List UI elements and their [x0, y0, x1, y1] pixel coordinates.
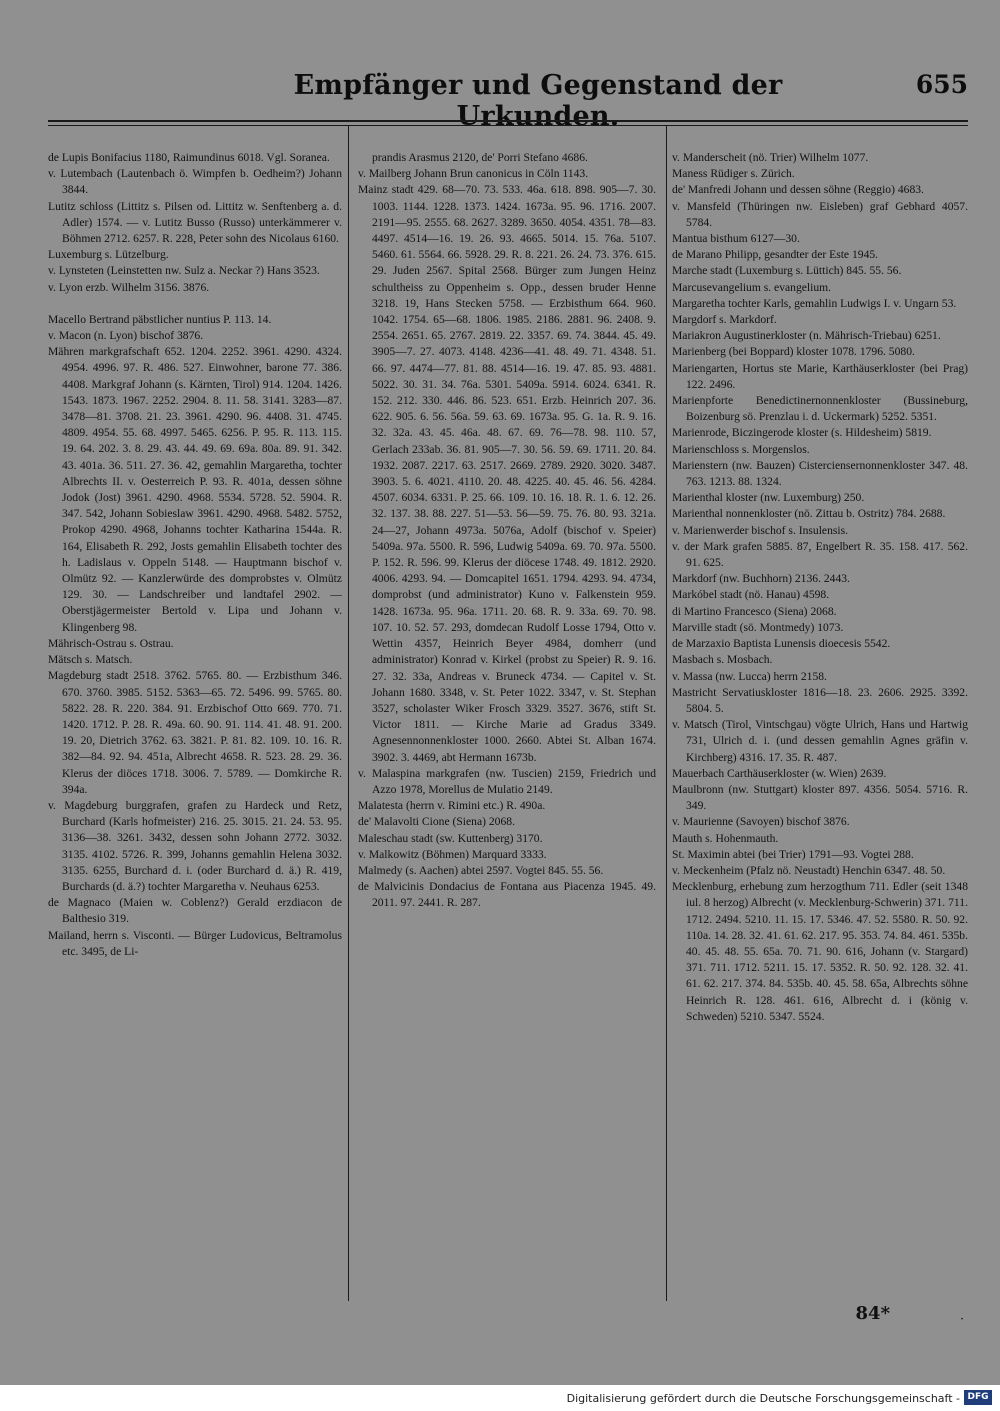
index-entry: Masbach s. Mosbach.	[672, 653, 773, 667]
index-entry: Marienstern (nw. Bauzen) Cisterciensernonnenkloster 347. 48. 763. 1213. 88. 1324.	[672, 458, 968, 489]
index-entry: v. Maurienne (Savoyen) bischof 3876.	[672, 815, 850, 829]
footer-bar	[0, 1385, 1000, 1411]
page-header	[48, 70, 968, 132]
index-entry: Markdorf (nw. Buchhorn) 2136. 2443.	[672, 572, 850, 586]
index-entry: v. Magdeburg burggrafen, grafen zu Hardeck und Retz, Burchard (Karls hofmeister) 216. 25. 3015. 21. 24. 53. 95. 3136—38. 3261. 3432, dessen sohn Johann 2772. 3032. 3135. 4102. 5726. R. 399, Johanns gemahlin Helena 3032. 3135. 6255, Burchard d. i. (oder Burchard d. ä.) R. 419, Burchards (d. ä.?) tochter Margaretha v. Neuhaus 6253.	[48, 798, 342, 893]
index-entry: Marienberg (bei Boppard) kloster 1078. 1796. 5080.	[672, 345, 915, 359]
index-entry: Lutitz schloss (Littitz s. Pilsen od. Littitz w. Senftenberg a. d. Adler) 1574. — v. Lutitz Busso (Russo) unterkämmerer v. Böhmen 2712. 6257. R. 228, Peter sohn des Nicolaus 6160.	[48, 199, 342, 246]
section-gap	[48, 296, 342, 312]
index-entry: Mariengarten, Hortus ste Marie, Karthäuserkloster (bei Prag) 122. 2496.	[672, 361, 968, 391]
index-entry: Mauerbach Carthäuserkloster (w. Wien) 2639.	[672, 766, 887, 780]
index-entry: v. der Mark grafen 5885. 87, Engelbert R. 35. 158. 417. 562. 91. 625.	[672, 539, 968, 570]
index-entry: Luxemburg s. Lützelburg.	[48, 248, 169, 262]
index-entry: de Marano Philipp, gesandter der Este 1945.	[672, 248, 879, 262]
index-entry: Margdorf s. Markdorf.	[672, 313, 777, 327]
index-entry: v. Lynsteten (Leinstetten nw. Sulz a. Neckar ?) Hans 3523.	[48, 264, 320, 278]
index-entry: St. Maximin abtei (bei Trier) 1791—93. Vogtei 288.	[672, 847, 914, 861]
index-entry: Mainz stadt 429. 68—70. 73. 533. 46a. 618. 898. 905—7. 30. 1003. 1144. 1228. 1373. 1424. 1673a. 95. 96. 1716. 2007. 2191—95. 2555. 68. 2627. 3289. 3650. 4054. 4351. 78—83. 4497. 4514—16. 19. 26. 93. 4665. 5014. 15. 76a. 5107. 5460. 61. 5564. 66. 5928. 29. R. 8. 221. 26. 24. 73. 376. 615. 29. Juden 2567. Spital 2568. Bürger zum Jungen Heinz schultheiss zu Oppenheim s. Opp., dessen bruder Henne 3218. 19, Hans Stecken 5758. — Erzbisthum 664. 960. 1042. 1754. 65—68. 1806. 1985. 2186. 2881. 96. 2408. 9. 2554. 2651. 65. 2767. 2819. 22. 3357. 69. 74. 3844. 45. 49. 3905—7. 27. 4073. 4148. 4236—41. 48. 49. 71. 4348. 51. 66. 97. 4474—77. 81. 88. 4514—16. 19. 47. 85. 93. 4881. 5022. 30. 31. 34. 76a. 5301. 5409a. 5914. 6024. 6341. R. 152. 212. 330. 446. 86. 523. 651. Erzb. Heinrich 207. 36. 622. 905. 6. 56. 56a. 59. 63. 69. 1673a. 95. G. 1a. R. 9. 16. 32. 32a. 43. 45. 46a. 48. 67. 69. 76—78. 98. 110. 57, Gerlach 233ab. 36. 81. 905—7. 30. 56. 59. 69. 1711. 20. 84. 1932. 2087. 2217. 63. 2517. 2669. 2789. 2920. 3020. 3487. 3903. 5. 6. 4021. 4110. 20. 48. 4225. 40. 45. 46. 56. 4284. 4507. 6034. 6331. P. 25. 66. 109. 10. 16. 18. R. 1. 6. 12. 26. 32. 137. 38. 88. 227. 51—53. 56—59. 75. 76. 80. 93. 321a. 24—27, Johann 4973a. 5076a, Adolf (bischof v. Speier) 5409a. 97a. 5500. R. 596, Ludwig 5409a. 69. 70. 97a. 5500. P. 152. R. 596. 99. Klerus der diöcese 1748. 49. 1812. 2920. 4006. 4293. 94. — Domcapitel 1651. 1794. 4293. 94. 4734, domprobst (und administrator) Kuno v. Falkenstein 959. 1428. 1673a. 95. 96a. 1711. 20. 68. R. 9. 33a. 69. 70. 98. 107. 10. 52. 57. 293, domdecan Rudolf Losse 1794, Otto v. Wettin 4357, Heinrich Beyer 4984, domherr (und administrator) Konrad v. Kirkel (probst zu Speier) R. 9. 16. 27. 32. 33a, Andreas v. Bruneck 4734. — Capitel v. St. Johann 1680. 3348, v. St. Peter 1022. 3347, v. St. Stephan 3527, scholaster Wiker Frosch 3329. 3527. 3676, stift St. Victor 1811. — Kirche Marie ad Gradus 3349. Agnesennonnenkloster 1000. 2660. Abtei St. Alban 1674. 3902. 3. 4469, abt Hermann 1673b.	[358, 183, 656, 764]
index-entry: v. Marienwerder bischof s. Insulensis.	[672, 523, 849, 537]
index-entry: Mährisch-Ostrau s. Ostrau.	[48, 636, 174, 650]
index-entry: de Malvicinis Dondacius de Fontana aus Piacenza 1945. 49. 2011. 97. 2441. R. 287.	[358, 880, 656, 910]
index-entry: Malatesta (herrn v. Rimini etc.) R. 490a.	[358, 799, 546, 813]
index-entry: Macello Bertrand päbstlicher nuntius P. 113. 14.	[48, 312, 272, 326]
index-entry: Marville stadt (sö. Montmedy) 1073.	[672, 620, 844, 634]
index-entry: de Lupis Bonifacius 1180, Raimundinus 6018. Vgl. Soranea.	[48, 151, 330, 164]
index-entry: Magdeburg stadt 2518. 3762. 5765. 80. — Erzbisthum 346. 670. 3760. 3985. 5152. 5363—65. 72. 5496. 99. 5765. 80. 5822. 28. R. 220. 384. 91. Erzbischof Otto 669. 770. 71. 1420. 1712. P. 28. R. 49a. 60. 90. 91. 114. 41. 48. 91. 200. 19. 20, Dietrich 3762. 63. 3821. P. 81. 82. 109. 10. 16. R. 382—84. 92. 94. 451a, Albrecht 4658. R. 523. 28. 29. 36. Klerus der diöces 1718. 3006. 7. 5789. — Domkirche R. 394a.	[48, 669, 342, 796]
index-column-1	[48, 150, 342, 960]
index-entry: de' Malavolti Cione (Siena) 2068.	[358, 815, 515, 829]
index-entry: v. Manderscheit (nö. Trier) Wilhelm 1077.	[672, 151, 869, 164]
index-entry: v. Malaspina markgrafen (nw. Tuscien) 2159, Friedrich und Azzo 1978, Morellus de Mulatio 2149.	[358, 766, 656, 796]
index-entry: Marienthal kloster (nw. Luxemburg) 250.	[672, 491, 865, 505]
index-entry: v. Lyon erzb. Wilhelm 3156. 3876.	[48, 280, 210, 294]
index-column-3	[672, 150, 968, 1025]
index-entry: Marienpforte Benedictinernonnenkloster (Bussineburg, Boizenburg sö. Prenzlau i. d. Uckermark) 5252. 5351.	[672, 394, 968, 424]
index-entry: Marcusevangelium s. evangelium.	[672, 280, 832, 294]
index-entry: Marienschloss s. Morgenslos.	[672, 442, 810, 456]
index-entry: v. Mansfeld (Thüringen nw. Eisleben) graf Gebhard 4057. 5784.	[672, 199, 968, 229]
index-entry: Mastricht Servatiuskloster 1816—18. 23. 2606. 2925. 3392. 5804. 5.	[672, 685, 968, 715]
index-entry: v. Matsch (Tirol, Vintschgau) vögte Ulrich, Hans und Hartwig 731, Ulrich d. i. (und dessen gemahlin Agnes gräfin v. Kirchberg) 4316. 17. 35. R. 487.	[672, 718, 968, 764]
page-dot: ·	[960, 1312, 964, 1326]
page-title: Empfänger und Gegenstand der Urkunden.	[293, 70, 783, 132]
index-entry: Mariakron Augustinerkloster (n. Mährisch-Triebau) 6251.	[672, 329, 941, 343]
index-entry: Markóbel stadt (nö. Hanau) 4598.	[672, 588, 830, 602]
header-rule	[48, 120, 968, 122]
index-entry: de Magnaco (Maien w. Coblenz?) Gerald erzdiacon de Balthesio 319.	[48, 896, 342, 926]
dfg-logo: DFG	[964, 1390, 992, 1405]
index-entry: Mauth s. Hohenmauth.	[672, 831, 779, 845]
index-entry: Mähren markgrafschaft 652. 1204. 2252. 3961. 4290. 4324. 4954. 4996. 97. R. 486. 527. Einwohner, barone 77. 386. 4408. Markgraf Johann (s. Kärnten, Tirol) 914. 1204. 1426. 1543. 1873. 1967. 2252. 2904. 8. 11. 58. 3141. 3283—87. 3478—81. 3708. 21. 23. 3961. 4290. 96. 4408. 31. 4745. 4809. 4954. 55. 68. 4997. 5465. 6256. P. 95. R. 113. 115. 19. 64. 202. 3. 8. 29. 43. 44. 49. 69. 69a. 80a. 89. 91. 342. 43. 401a. 36. 511. 27. 36. 42, gemahlin Margaretha, tochter Albrechts II. v. Oesterreich P. 93. R. 401a, dessen söhne Jodok (Jost) 3961. 4290. 4968. 5534. 5728. 52. 5904. R. 347. 542, Johann Sobieslaw 3961. 4290. 4968. 5482. 5752, Prokop 4290. 4968, Johanns tochter Katharina 1544a. R. 164, Elisabeth R. 292, Josts gemahlin Elisabeth tochter des h. Ladislaus v. Oppeln 5148. — Hauptmann bischof v. Olmütz 92. — Kanzlerwürde des domprobstes v. Olmütz 129. 30. — Landschreiber und landtafel 2902. — Oberstjägermeister Bertold v. Lipa und Johann v. Klingenberg 98.	[48, 345, 342, 634]
index-entry: Mätsch s. Matsch.	[48, 653, 133, 667]
index-entry: Margaretha tochter Karls, gemahlin Ludwigs I. v. Ungarn 53.	[672, 296, 957, 310]
index-entry: v. Lutembach (Lautenbach ö. Wimpfen b. Oedheim?) Johann 3844.	[48, 167, 342, 197]
index-entry: v. Mailberg Johann Brun canonicus in Cöln 1143.	[358, 167, 589, 181]
column-divider	[348, 126, 349, 1301]
signature-mark: 84*	[855, 1303, 890, 1324]
index-entry: Marienthal nonnenkloster (nö. Zittau b. Ostritz) 784. 2688.	[672, 507, 946, 521]
index-entry: v. Malkowitz (Böhmen) Marquard 3333.	[358, 847, 547, 861]
page-number: 655	[915, 70, 968, 99]
index-entry: Maness Rüdiger s. Zürich.	[672, 167, 795, 181]
header-rule-thin	[48, 125, 968, 126]
index-entry: de Marzaxio Baptista Lunensis dioecesis 5542.	[672, 637, 891, 651]
index-entry: Maulbronn (nw. Stuttgart) kloster 897. 4356. 5054. 5716. R. 349.	[672, 782, 968, 813]
index-entry: v. Macon (n. Lyon) bischof 3876.	[48, 329, 204, 343]
index-entry: Mantua bisthum 6127—30.	[672, 232, 800, 246]
index-entry: Marche stadt (Luxemburg s. Lüttich) 845. 55. 56.	[672, 264, 902, 278]
index-entry: v. Meckenheim (Pfalz nö. Neustadt) Henchin 6347. 48. 50.	[672, 863, 946, 877]
column-divider	[666, 126, 667, 1301]
index-entry: Mailand, herrn s. Visconti. — Bürger Ludovicus, Beltramolus etc. 3495, de Li-	[48, 928, 342, 958]
footer-credit: Digitalisierung gefördert durch die Deutsche Forschungsgemeinschaft -	[566, 1392, 960, 1405]
index-entry: prandis Arasmus 2120, de' Porri Stefano 4686.	[372, 151, 588, 164]
index-entry: Marienrode, Biczingerode kloster (s. Hildesheim) 5819.	[672, 426, 932, 440]
index-entry: Malmedy (s. Aachen) abtei 2597. Vogtei 845. 55. 56.	[358, 863, 604, 877]
index-entry: v. Massa (nw. Lucca) herrn 2158.	[672, 669, 827, 683]
index-entry: di Martino Francesco (Siena) 2068.	[672, 604, 837, 618]
index-entry: Mecklenburg, erhebung zum herzogthum 711. Edler (seit 1348 iul. 8 herzog) Albrecht (v. Mecklenburg-Schwerin) 371. 711. 1712. 2494. 5210. 11. 15. 17. 5346. 47. 52. 5580. R. 50. 92. 110a. 14. 28. 32. 41. 61. 62. 217. 95. 353. 74. 84. 461. 535b. 40. 45. 48. 55. 65a. 70. 71. 90. 616, Johann (v. Stargard) 371. 711. 1712. 5211. 15. 17. 5352. R. 50. 92. 128. 32. 41. 61. 62. 217. 374. 84. 535b. 40. 45. 58. 65a, Albrechts söhne Heinrich R. 128. 461. 616, Albrecht d. i (könig v. Schweden) 5210. 5347. 5524.	[672, 880, 968, 1023]
index-entry: Maleschau stadt (sw. Kuttenberg) 3170.	[358, 831, 543, 845]
index-column-2	[358, 150, 656, 912]
index-entry: de' Manfredi Johann und dessen söhne (Reggio) 4683.	[672, 183, 924, 197]
